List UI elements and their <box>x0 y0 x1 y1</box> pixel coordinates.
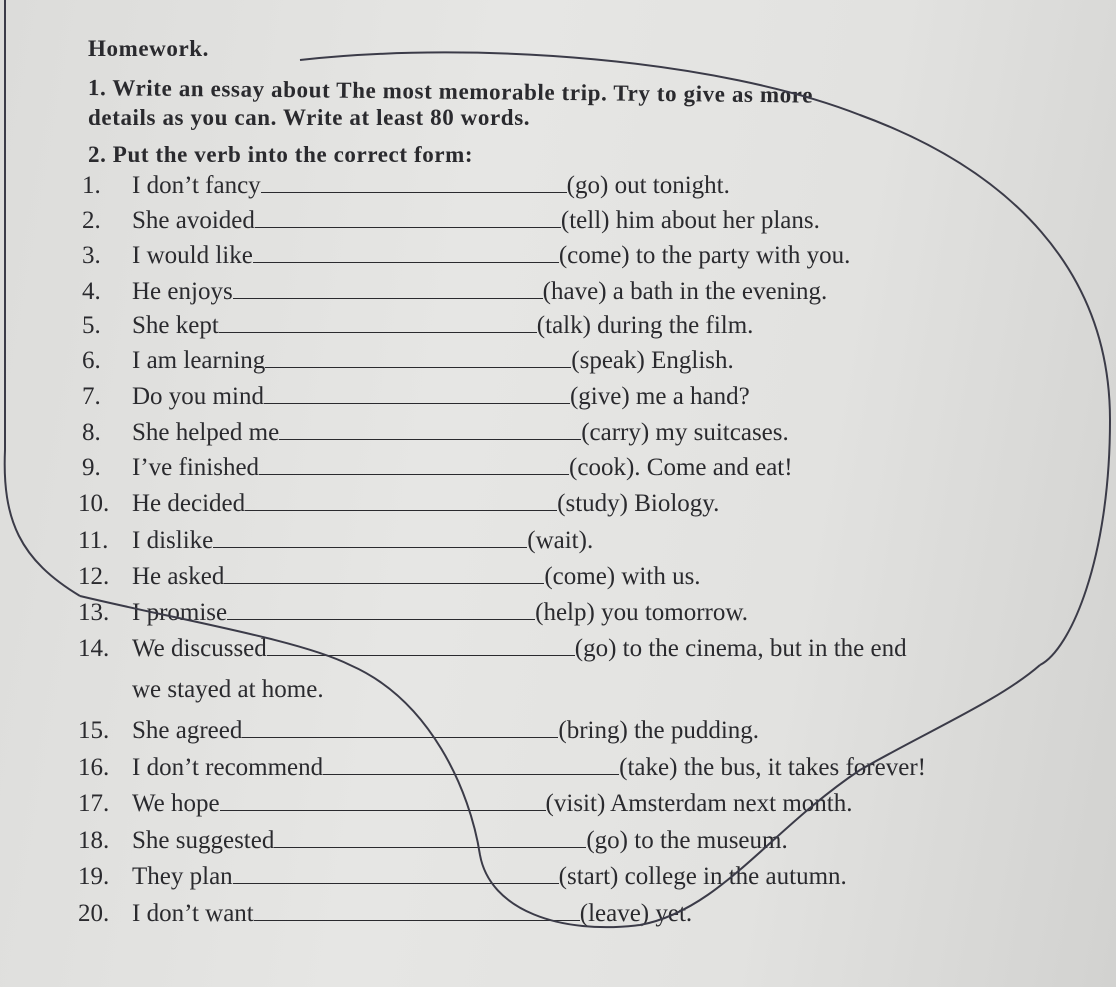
answer-blank[interactable] <box>267 635 575 656</box>
item-end: (take) the bus, it takes forever! <box>619 754 926 781</box>
exercise-item <box>78 717 759 745</box>
exercise-item <box>82 347 734 375</box>
item-end: (leave) yet. <box>579 900 693 927</box>
exercise-item <box>82 419 789 447</box>
item-number: 19. <box>78 863 110 890</box>
item-start: I dislike <box>132 527 214 554</box>
item-start: She helped me <box>132 419 280 446</box>
item-start: She avoided <box>132 207 255 234</box>
item-end: (visit) Amsterdam next month. <box>545 790 853 817</box>
item-end: (have) a bath in the evening. <box>542 278 828 305</box>
answer-blank[interactable] <box>323 754 619 775</box>
answer-blank[interactable] <box>213 527 527 548</box>
item-number: 17. <box>78 790 110 817</box>
exercise-item <box>82 454 793 482</box>
exercise-item <box>82 242 850 270</box>
exercise-item <box>78 490 719 518</box>
item-end: (go) to the museum. <box>586 827 788 854</box>
item-end: (start) college in the autumn. <box>558 863 847 890</box>
exercise-item <box>78 790 852 818</box>
item-number: 3. <box>82 242 101 269</box>
answer-blank[interactable] <box>279 419 581 440</box>
item-number: 5. <box>82 312 101 339</box>
item-end: (go) to the cinema, but in the end <box>574 635 907 662</box>
item-start: I promise <box>132 599 228 626</box>
item-end: (go) out tonight. <box>566 172 730 199</box>
item-number: 6. <box>82 347 101 374</box>
exercise-item <box>82 207 820 235</box>
answer-blank[interactable] <box>254 900 580 921</box>
heading: Homework. <box>88 36 210 61</box>
item-end: (come) to the party with you. <box>558 242 851 269</box>
answer-blank[interactable] <box>233 278 543 299</box>
item-end: (bring) the pudding. <box>558 717 760 744</box>
item-number: 7. <box>82 383 101 410</box>
exercise-item <box>78 754 926 782</box>
exercise-item <box>78 827 788 855</box>
item-start: I don’t fancy <box>132 172 261 199</box>
item-end: (speak) English. <box>571 347 734 374</box>
item-number: 11. <box>78 527 109 554</box>
answer-blank[interactable] <box>261 172 567 193</box>
task1-line2: details as you can. Write at least 80 words. <box>88 105 531 130</box>
exercise-item <box>82 383 750 411</box>
item-start: He decided <box>132 490 246 517</box>
item-number: 12. <box>78 563 110 590</box>
item-number: 15. <box>78 717 110 744</box>
answer-blank[interactable] <box>220 790 546 811</box>
exercise-item <box>78 563 701 591</box>
task1-line1: 1. Write an essay about The most memorable trip. Try to give as more <box>87 75 814 108</box>
item-number: 10. <box>78 490 110 517</box>
exercise-item <box>82 278 827 306</box>
item-end: (carry) my suitcases. <box>581 419 789 446</box>
item-number: 1. <box>82 172 101 199</box>
item-number: 8. <box>82 419 101 446</box>
item-number: 9. <box>82 454 101 481</box>
exercise-item <box>82 172 730 200</box>
item-start: She suggested <box>132 827 275 854</box>
answer-blank[interactable] <box>265 347 571 368</box>
exercise-item <box>78 863 847 891</box>
item-end: (give) me a hand? <box>569 383 750 410</box>
item-start: We discussed <box>132 635 267 662</box>
answer-blank[interactable] <box>242 717 558 738</box>
answer-blank[interactable] <box>259 454 569 475</box>
item-start: I don’t want <box>132 900 254 927</box>
item-start: I’ve finished <box>132 454 260 481</box>
answer-blank[interactable] <box>224 563 544 584</box>
item-continuation: we stayed at home. <box>132 676 324 703</box>
item-end: (talk) during the film. <box>536 312 754 339</box>
answer-blank[interactable] <box>253 242 559 263</box>
item-end: (study) Biology. <box>557 490 720 517</box>
exercise-item <box>82 312 753 340</box>
answer-blank[interactable] <box>219 312 537 333</box>
item-start: He asked <box>132 563 225 590</box>
answer-blank[interactable] <box>245 490 557 511</box>
item-start: I don’t recommend <box>132 754 324 781</box>
item-number: 14. <box>78 635 110 662</box>
item-number: 18. <box>78 827 110 854</box>
task2-heading: 2. Put the verb into the correct form: <box>88 142 474 167</box>
item-number: 13. <box>78 599 110 626</box>
item-start: They plan <box>132 863 233 890</box>
item-start: I would like <box>132 242 253 269</box>
item-start: She kept <box>132 312 219 339</box>
answer-blank[interactable] <box>264 383 570 404</box>
item-start: He enjoys <box>132 278 233 305</box>
item-end: (wait). <box>527 527 594 554</box>
exercise-item <box>78 635 907 663</box>
item-number: 16. <box>78 754 110 781</box>
answer-blank[interactable] <box>227 599 535 620</box>
item-end: (come) with us. <box>544 563 701 590</box>
item-end: (tell) him about her plans. <box>560 207 820 234</box>
exercise-item <box>78 599 748 627</box>
item-start: Do you mind <box>132 383 264 410</box>
item-end: (help) you tomorrow. <box>535 599 749 626</box>
exercise-item <box>78 900 692 928</box>
item-number: 4. <box>82 278 101 305</box>
answer-blank[interactable] <box>274 827 586 848</box>
item-end: (cook). Come and eat! <box>569 454 793 481</box>
answer-blank[interactable] <box>255 207 561 228</box>
item-number: 20. <box>78 900 110 927</box>
item-start: She agreed <box>132 717 243 744</box>
item-number: 2. <box>82 207 101 234</box>
exercise-item <box>78 527 593 555</box>
item-start: I am learning <box>132 347 266 374</box>
answer-blank[interactable] <box>233 863 559 884</box>
item-start: We hope <box>132 790 220 817</box>
